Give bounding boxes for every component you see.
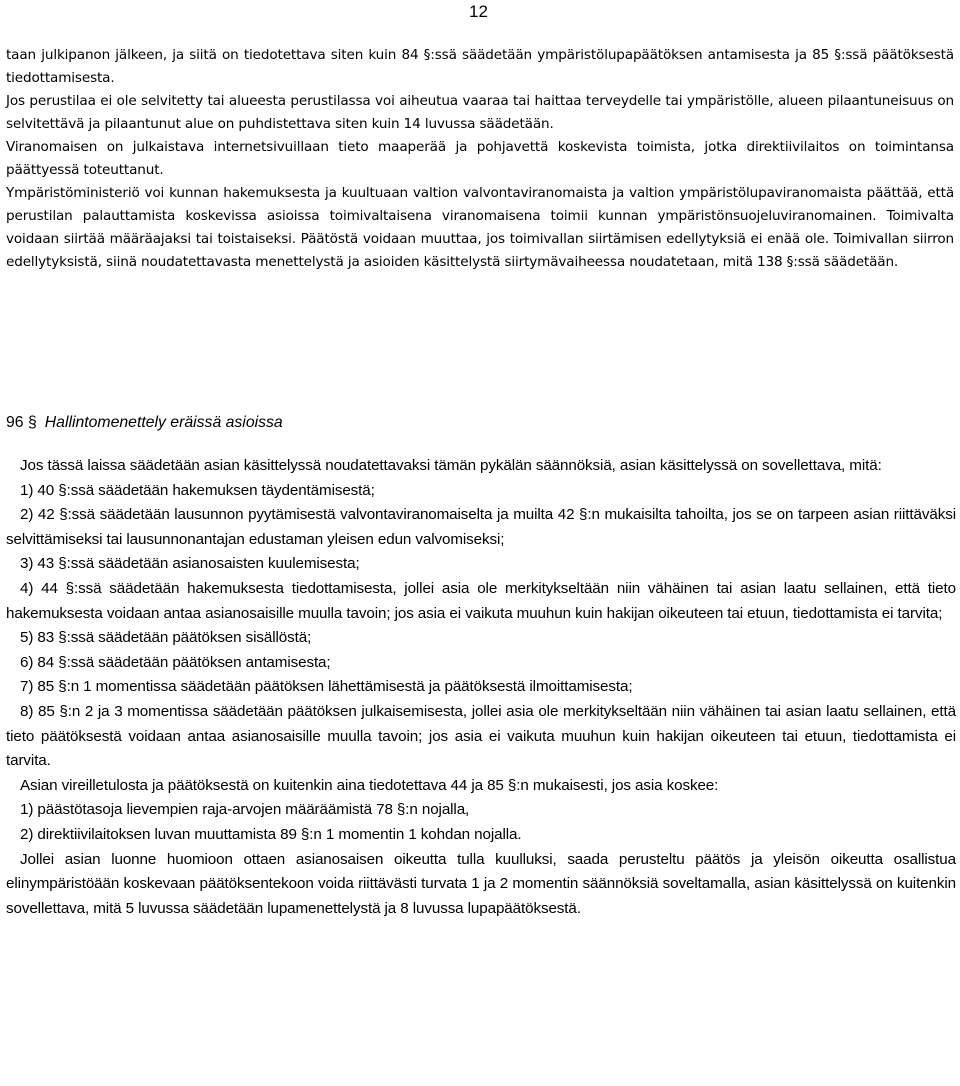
section-body xyxy=(6,454,956,921)
top-text-block xyxy=(6,44,954,274)
paragraph: Ympäristöministeriö voi kunnan hakemuksesta ja kuultuaan valtion valvontaviranomaista ja valtion ympäristölupaviranomaista päättää, että perustilan palauttamista koskevissa asioissa toimivaltaisena viranomaisena toimii kunnan ympäristönsuojeluviranomainen. Toimivalta voidaan siirtää määräajaksi tai toistaiseksi. Päätöstä voidaan muuttaa, jos toimivallan siirtämisen edellytyksiä ei enää ole. Toimivallan siirron edellytyksistä, siinä noudatettavasta menettelystä ja asioiden käsittelystä siirtymävaiheessa noudatetaan, mitä 138 §:ssä säädetään. xyxy=(6,185,954,270)
paragraph: Jos perustilaa ei ole selvitetty tai alueesta perustilassa voi aiheutua vaaraa tai haittaa terveydelle tai ympäristölle, alueen pilaantuneisuus on selvitettävä ja pilaantunut alue on puhdistettava siten kuin 14 luvussa säädetään. xyxy=(6,93,954,132)
list-item: 1) päästötasoja lievempien raja-arvojen määräämistä 78 §:n nojalla, xyxy=(20,801,470,819)
list-item: 5) 83 §:ssä säädetään päätöksen sisällöstä; xyxy=(20,629,312,647)
paragraph: Asian vireilletulosta ja päätöksestä on kuitenkin aina tiedotettava 44 ja 85 §:n mukaisesti, jos asia koskee: xyxy=(20,776,719,794)
section-title: Hallintomenettely eräissä asioissa xyxy=(44,414,283,431)
paragraph: Jollei asian luonne huomioon ottaen asianosaisen oikeutta tulla kuulluksi, saada perusteltu päätös ja yleisön oikeutta osallistua elinympäristöään koskevaan päätöksentekoon voida riittävästi turvata 1 ja 2 momentin säännöksiä soveltamalla, asian käsittelyssä on kuitenkin sovellettava, mitä 5 luvussa säädetään lupamenettelystä ja 8 luvussa lupapäätöksestä. xyxy=(6,850,956,917)
paragraph: Viranomaisen on julkaistava internetsivuillaan tieto maaperää ja pohjavettä koskevista toimista, jotka direktiivilaitos on toimintansa päättyessä toteuttanut. xyxy=(6,139,954,178)
section-number: 96 § xyxy=(6,414,37,431)
list-item: 7) 85 §:n 1 momentissa säädetään päätöksen lähettämisestä ja päätöksestä ilmoittamisesta; xyxy=(20,678,633,696)
list-item: 8) 85 §:n 2 ja 3 momentissa säädetään päätöksen julkaisemisesta, jollei asia ole merkitykseltään niin vähäinen tai asian laatu sellainen, että tieto päätöksestä voidaan antaa asianosaisille muulla tavoin; jos asia ei vaikuta muuhun kuin hakijan oikeuteen tai etuun, tiedottamista ei tarvita. xyxy=(6,702,956,770)
section-heading xyxy=(6,413,954,433)
list-item: 2) direktiivilaitoksen luvan muuttamista 89 §:n 1 momentin 1 kohdan nojalla. xyxy=(20,825,522,843)
paragraph: Jos tässä laissa säädetään asian käsittelyssä noudatettavaksi tämän pykälän säännöksiä, asian käsittelyssä on sovellettava, mitä: xyxy=(20,457,882,474)
list-item: 2) 42 §:ssä säädetään lausunnon pyytämisestä valvontaviranomaiselta ja muilta 42 §:n mukaisilta tahoilta, jos se on tarpeen asian riittäväksi selvittämiseksi tai lausunnonantajan edustaman yleisen edun valvomiseksi; xyxy=(6,506,956,548)
paragraph: taan julkipanon jälkeen, ja siitä on tiedotettava siten kuin 84 §:ssä säädetään ympäristölupapäätöksen antamisesta ja 85 §:ssä päätöksestä tiedottamisesta. xyxy=(6,47,954,86)
list-item: 1) 40 §:ssä säädetään hakemuksen täydentämisestä; xyxy=(20,481,375,499)
list-item: 4) 44 §:ssä säädetään hakemuksesta tiedottamisesta, jollei asia ole merkitykseltään niin vähäinen tai asian laatu sellainen, että tieto hakemuksesta voidaan antaa asianosaisille muulla tavoin; jos asia ei vaikuta muuhun kuin hakijan oikeuteen tai etuun, tiedottamista ei tarvita; xyxy=(6,579,956,622)
page-number: 12 xyxy=(469,2,488,21)
list-item: 6) 84 §:ssä säädetään päätöksen antamisesta; xyxy=(20,653,331,671)
list-item: 3) 43 §:ssä säädetään asianosaisten kuulemisesta; xyxy=(20,555,360,573)
